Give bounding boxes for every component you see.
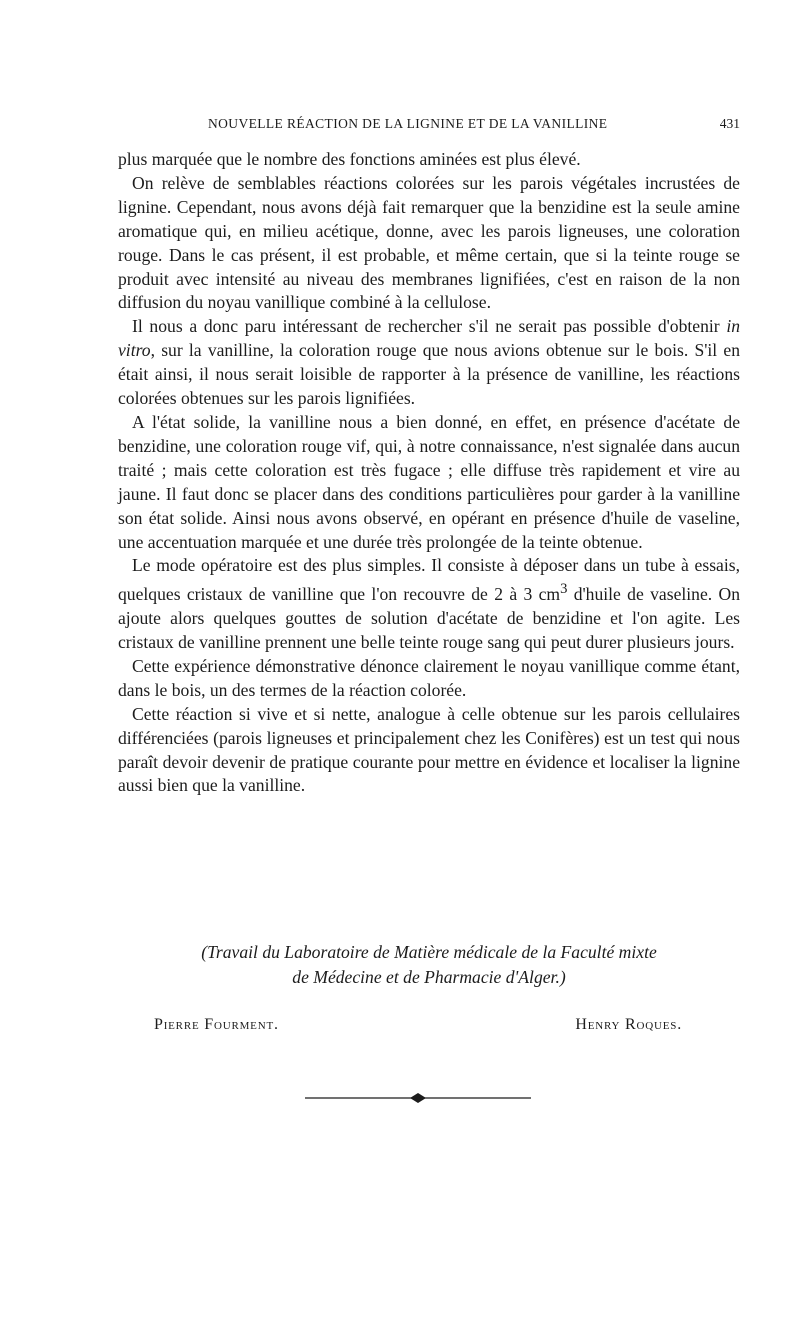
paragraph-text: , sur la vanilline, la coloration rouge que nous avions obtenue sur le bois. S'il en était ainsi, il nous serait loisible de rapporter à la présence de vanilline, les réactions colorées obtenues sur les parois lignifiées. — [118, 340, 740, 409]
paragraph: Cette réaction si vive et si nette, analogue à celle obtenue sur les parois cellulaires différenciées (parois ligneuses et principalement chez les Conifères) est un test qui nous paraît devoir devenir de pratique courante pour mettre en évidence et localiser la lignine aussi bien que la vanilline. — [118, 703, 740, 796]
credit-line: de Médecine et de Pharmacie d'Alger.) — [292, 967, 566, 987]
running-title: NOUVELLE RÉACTION DE LA LIGNINE ET DE LA VANILLINE — [208, 116, 608, 131]
author-name: Henry Roques. — [575, 1016, 682, 1033]
article-body — [118, 148, 740, 798]
superscript: 3 — [560, 581, 568, 598]
credit-line: (Travail du Laboratoire de Matière médicale de la Faculté mixte — [201, 942, 657, 962]
italic-term: in vitro — [118, 316, 740, 361]
paragraph-continuation: plus marquée que le nombre des fonctions aminées est plus élevé. — [118, 149, 581, 169]
paragraph: Cette expérience démonstrative dénonce clairement le noyau vanillique comme étant, dans le bois, un des termes de la réaction colorée. — [118, 655, 740, 700]
paragraph-text: Le mode opératoire est des plus simples. Il consiste à déposer dans un tube à essais, quelques cristaux de vanilline que l'on recouvre de 2 à 3 cm — [118, 555, 740, 605]
paragraph — [118, 554, 740, 654]
paragraph-text: Il nous a donc paru intéressant de rechercher s'il ne serait pas possible d'obtenir — [132, 316, 727, 337]
end-ornament-icon — [305, 1090, 531, 1106]
page-number: 431 — [719, 116, 740, 131]
running-header — [118, 116, 740, 136]
author-name: Pierre Fourment. — [154, 1016, 279, 1033]
paragraph: On relève de semblables réactions colorées sur les parois végétales incrustées de lignine. Cependant, nous avons déjà fait remarquer que la benzidine est la seule amine aromatique qui, en milieu acétique, donne, avec les parois ligneuses, une coloration rouge. Dans le cas présent, il est probable, et même certain, que si la teinte rouge se produit avec intensité au niveau des membranes lignifiées, c'est en raison de la non diffusion du noyau vanillique combiné à la cellulose. — [118, 172, 740, 313]
paragraph — [118, 315, 740, 411]
paragraph: A l'état solide, la vanilline nous a bien donné, en effet, en présence d'acétate de benzidine, une coloration rouge vif, qui, à notre connaissance, n'est signalée dans aucun traité ; mais cette coloration est très fugace ; elle diffuse très rapidement et vire au jaune. Il faut donc se placer dans des conditions particulières pour garder à la vanilline son état solide. Ainsi nous avons observé, en opérant en présence d'huile de vaseline, une accentuation marquée et une durée très prolongée de la teinte obtenue. — [118, 411, 740, 552]
author-signatures — [118, 1016, 740, 1040]
paragraph-text: d'huile de vaseline. On ajoute alors quelques gouttes de solution d'acétate de benzidine et l'on agite. Les cristaux de vanilline prennent une belle teinte rouge sang qui peut durer plusieurs jours. — [118, 584, 740, 652]
laboratory-credit — [118, 940, 740, 990]
